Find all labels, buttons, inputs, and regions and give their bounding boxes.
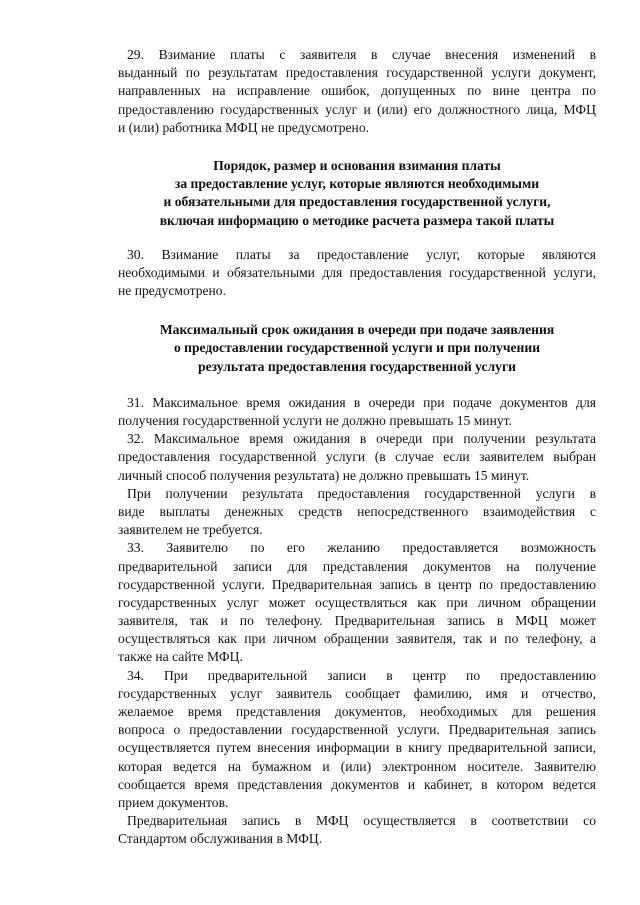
text-line: Предварительная запись в МФЦ осуществляется в соответствии со bbox=[127, 813, 596, 829]
text-line: желаемое время представления документов, необходимых для решения bbox=[118, 704, 596, 719]
text-line: При получении результата предоставления государственной услуги в bbox=[127, 485, 596, 501]
text-line: 30. Взимание платы за предоставление услуг, которые являются bbox=[127, 246, 596, 262]
text-line: государственных услуг может осуществляться как при личном обращении bbox=[118, 594, 596, 610]
heading-line: о предоставлении государственной услуги и при получении bbox=[173, 340, 541, 356]
text-line: 32. Максимальное время ожидания в очереди при получении результата bbox=[127, 431, 596, 447]
text-line: 29. Взимание платы с заявителя в случае внесения изменений в bbox=[127, 47, 596, 62]
text-line: 31. Максимальное время ожидания в очереди при подаче документов для bbox=[127, 394, 596, 410]
text-line: заявителя, так и по телефону. Предварительная запись в МФЦ может bbox=[118, 613, 596, 629]
text-line: выданный по результатам предоставления государственной услуги документ, bbox=[118, 65, 596, 81]
text-line: предварительной записи для представления документов на получение bbox=[118, 558, 596, 574]
heading-line: включая информацию о методике расчета размера такой платы bbox=[159, 212, 555, 228]
paragraph-32-cash-payout bbox=[118, 485, 596, 540]
section-heading-queue-time bbox=[118, 321, 596, 376]
paragraph-33 bbox=[118, 539, 596, 666]
text-line: государственной услуги. Предварительная запись в центр по предоставлению bbox=[118, 576, 596, 592]
text-line: прием документов. bbox=[118, 794, 229, 810]
heading-line: и обязательными для предоставления государственной услуги, bbox=[163, 194, 551, 210]
heading-line: Порядок, размер и основания взимания платы bbox=[213, 157, 501, 173]
text-line: направленных на исправление ошибок, допущенных по вине центра по bbox=[118, 83, 596, 99]
text-line: личный способ получения результата) не должно превышать 15 минут. bbox=[118, 467, 530, 483]
paragraph-34 bbox=[118, 667, 596, 813]
text-line: осуществляться как при личном обращении заявителя, так и по телефону, а bbox=[118, 631, 596, 647]
document-page bbox=[118, 46, 596, 849]
heading-line: за предоставление услуг, которые являются необходимыми bbox=[174, 176, 540, 192]
text-line: 33. Заявителю по его желанию предоставляется возможность bbox=[127, 540, 596, 556]
paragraph-34-mfc-standard bbox=[118, 812, 596, 848]
paragraph-31 bbox=[118, 394, 596, 430]
text-line: 34. При предварительной записи в центр по предоставлению bbox=[127, 667, 596, 683]
text-line: сообщается время представления документов и кабинет, в котором ведется bbox=[118, 776, 596, 792]
text-line: и (или) работника МФЦ не предусмотрено. bbox=[118, 119, 370, 135]
paragraph-30 bbox=[118, 246, 596, 301]
text-line: не предусмотрено. bbox=[118, 283, 227, 299]
paragraph-29 bbox=[118, 46, 596, 137]
text-line: которая ведется на бумажном и (или) электронном носителе. Заявителю bbox=[118, 758, 596, 774]
text-line: необходимыми и обязательными для предоставления государственной услуги, bbox=[118, 264, 596, 280]
text-line: Стандартом обслуживания в МФЦ. bbox=[118, 831, 323, 847]
heading-line: Максимальный срок ожидания в очереди при подаче заявления bbox=[159, 322, 555, 338]
text-line: осуществляется путем внесения информации в книгу предварительной записи, bbox=[118, 740, 596, 756]
text-line: виде выплаты денежных средств непосредственного взаимодействия с bbox=[118, 503, 596, 519]
text-line: получения государственной услуги не должно превышать 15 минут. bbox=[118, 413, 512, 428]
text-line: предоставления государственной услуги (в случае если заявителем выбран bbox=[118, 449, 596, 465]
paragraph-32 bbox=[118, 430, 596, 485]
text-line: вопроса о предоставлении государственной услуги. Предварительная запись bbox=[118, 722, 596, 738]
text-line: государственных услуг заявитель сообщает фамилию, имя и отчество, bbox=[118, 685, 596, 701]
text-line: предоставлению государственных услуг и (или) его должностного лица, МФЦ bbox=[118, 101, 596, 117]
text-line: заявителем не требуется. bbox=[118, 522, 263, 538]
text-line: также на сайте МФЦ. bbox=[118, 649, 243, 665]
section-heading-fee-order bbox=[118, 157, 596, 230]
heading-line: результата предоставления государственной услуги bbox=[198, 358, 516, 374]
